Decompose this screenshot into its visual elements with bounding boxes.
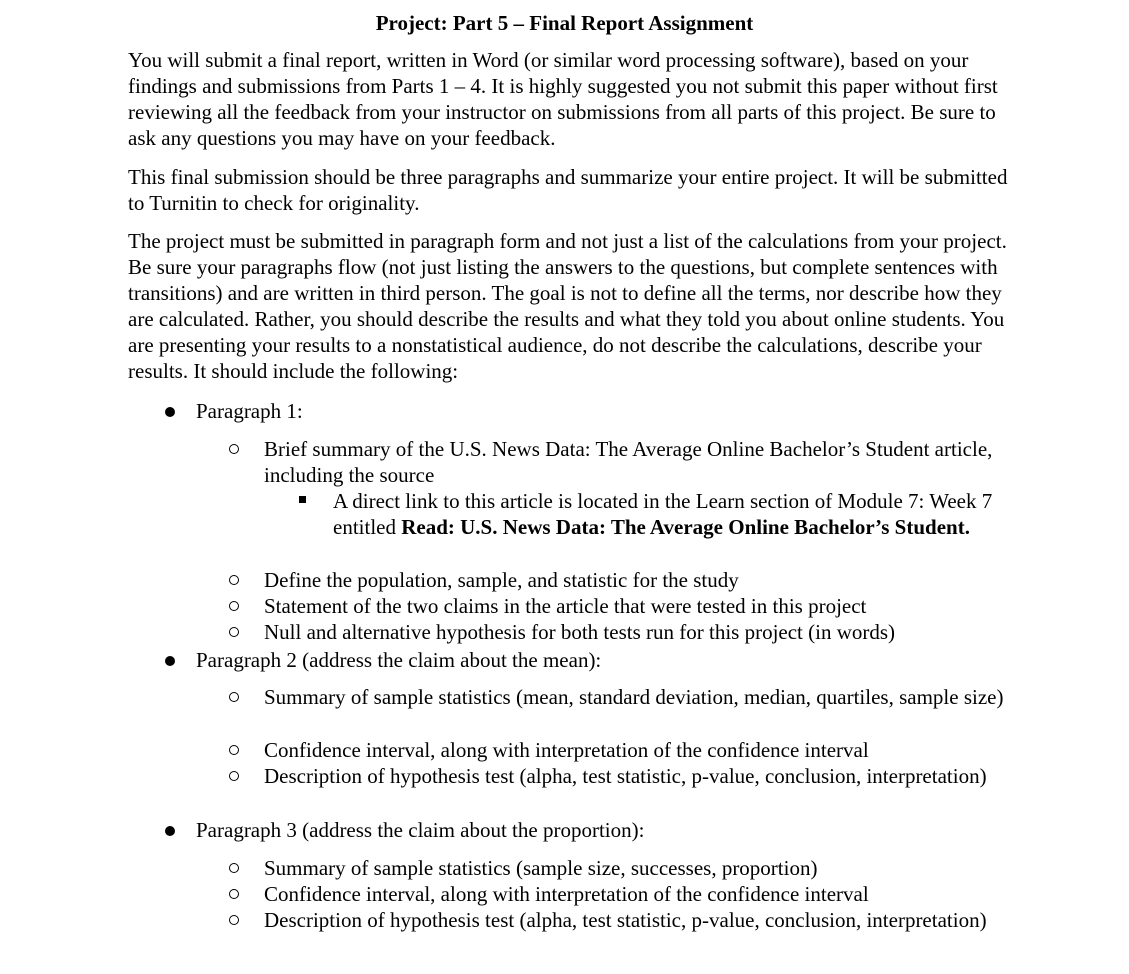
paragraph3-label: Paragraph 3 (address the claim about the proportion): <box>196 818 645 842</box>
circle-bullet-icon <box>229 692 239 702</box>
bullet-icon <box>165 656 175 666</box>
paragraph2-item-3: Description of hypothesis test (alpha, test statistic, p-value, conclusion, interpretation) <box>264 764 987 788</box>
paragraph2-item-1: Summary of sample statistics (mean, standard deviation, median, quartiles, sample size) <box>264 685 1004 709</box>
circle-bullet-icon <box>229 771 239 781</box>
document-title: Project: Part 5 – Final Report Assignment <box>375 11 754 35</box>
paragraph1-label: Paragraph 1: <box>196 399 303 423</box>
paragraph2-label: Paragraph 2 (address the claim about the mean): <box>196 648 602 672</box>
circle-bullet-icon <box>229 444 239 454</box>
circle-bullet-icon <box>229 889 239 899</box>
bullet-icon <box>165 407 175 417</box>
paragraph3-item-3: Description of hypothesis test (alpha, test statistic, p-value, conclusion, interpretation) <box>264 908 987 932</box>
subitem-article-title: Read: U.S. News Data: The Average Online Bachelor’s Student. <box>401 515 970 539</box>
intro-paragraph-3: The project must be submitted in paragraph form and not just a list of the calculations from your project. Be sure your paragraphs flow (not just listing the answers to the questions, but complete sentences with transitions) and are written in third person. The goal is not to define all the terms, nor describe how they are calculated. Rather, you should describe the results and what they told you about online students. You are presenting your results to a nonstatistical audience, do not describe the calculations, describe your results. It should include the following: <box>128 229 1007 383</box>
circle-bullet-icon <box>229 575 239 585</box>
circle-bullet-icon <box>229 627 239 637</box>
paragraph3-item-1: Summary of sample statistics (sample size, successes, proportion) <box>264 856 818 880</box>
paragraph1-item-1: Brief summary of the U.S. News Data: The Average Online Bachelor’s Student article, including the source <box>264 437 993 487</box>
paragraph3-item-2: Confidence interval, along with interpretation of the confidence interval <box>264 882 869 906</box>
paragraph1-item-2: Define the population, sample, and statistic for the study <box>264 568 739 592</box>
circle-bullet-icon <box>229 745 239 755</box>
subitem-text: A direct link to this article is located in the Learn section of Module 7: Week 7 entitled <box>333 489 993 539</box>
square-bullet-icon <box>299 496 306 503</box>
circle-bullet-icon <box>229 863 239 873</box>
intro-paragraph-1: You will submit a final report, written in Word (or similar word processing software), based on your findings and submissions from Parts 1 – 4. It is highly suggested you not submit this paper without first reviewing all the feedback from your instructor on submissions from all parts of this project. Be sure to ask any questions you may have on your feedback. <box>128 48 998 150</box>
intro-paragraph-2: This final submission should be three paragraphs and summarize your entire project. It will be submitted to Turnitin to check for originality. <box>128 165 1008 215</box>
paragraph1-item-4: Null and alternative hypothesis for both tests run for this project (in words) <box>264 620 896 644</box>
bullet-icon <box>165 826 175 836</box>
paragraph2-item-2: Confidence interval, along with interpretation of the confidence interval <box>264 738 869 762</box>
circle-bullet-icon <box>229 601 239 611</box>
paragraph1-subitem <box>333 488 1033 540</box>
circle-bullet-icon <box>229 915 239 925</box>
paragraph1-item-3: Statement of the two claims in the article that were tested in this project <box>264 594 867 618</box>
